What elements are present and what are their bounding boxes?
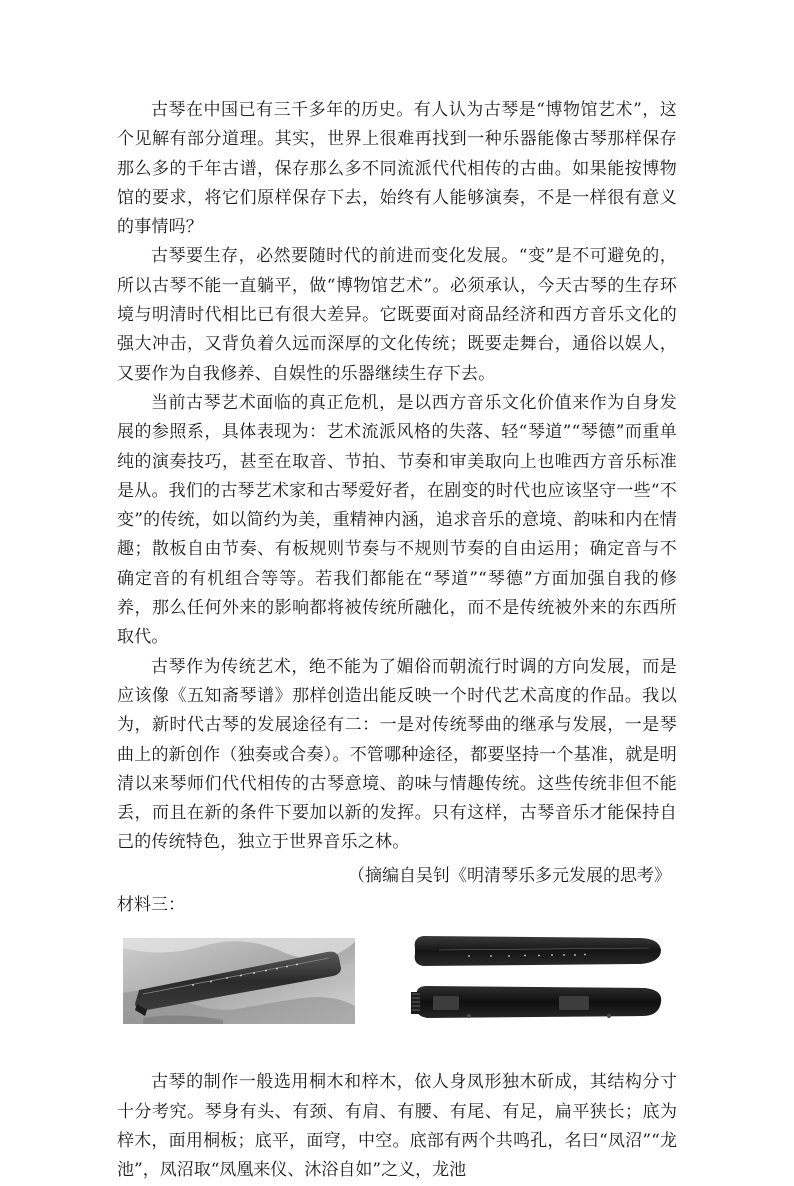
guqin-photo-side (123, 938, 355, 1024)
material-label: 材料三： (117, 895, 185, 916)
article-body (117, 96, 677, 1186)
paragraph-1: 古琴在中国已有三千多年的历史。有人认为古琴是“博物馆艺术”，这个见解有部分道理。其实，世界上很难再找到一种乐器能像古琴那样保存那么多的千年古谱，保存那么多不同流派代代相传的古曲。如果能按博物馆的要求，将它们原样保存下去，始终有人能够演奏，不是一样很有意义的事情吗？ (117, 100, 677, 238)
paragraph-4: 古琴作为传统艺术，绝不能为了媚俗而朝流行时调的方向发展，而是应该像《五知斋琴谱》那样创造出能反映一个时代艺术高度的作品。我以为，新时代古琴的发展途径有二：一是对传统琴曲的继承与发展，一是琴曲上的新创作（独奏或合奏）。不管哪种途径，都要坚持一个基准，就是明清以来琴师们代代相传的古琴意境、韵味与情趣传统。这些传统非但不能丢，而且在新的条件下要加以新的发挥。只有这样，古琴音乐才能保持自己的传统特色，独立于世界音乐之林。 (117, 656, 677, 853)
paragraph-3: 当前古琴艺术面临的真正危机，是以西方音乐文化价值来作为自身发展的参照系，具体表现为：艺术流派风格的失落、轻“琴道”“琴德”而重单纯的演奏技巧，甚至在取音、节拍、节奏和审美取向上也唯西方音乐标准是从。我们的古琴艺术家和古琴爱好者，在剧变的时代也应该坚守一些“不变”的传统，如以简约为美，重精神内涵，追求音乐的意境、韵味和内在情趣；散板自由节奏、有板规则节奏与不规则节奏的自由运用；确定音与不确定音的有机组合等等。若我们都能在“琴道”“琴德”方面加强自我的修养，那么任何外来的影响都将被传统所融化，而不是传统被外来的东西所取代。 (117, 392, 677, 648)
paragraph-material-three: 古琴的制作一般选用桐木和梓木，依人身凤形独木斫成，其结构分寸十分考究。琴身有头、有颈、有肩、有腰、有尾、有足，扁平狭长；底为梓木，面用桐板；底平，面穹，中空。底部有两个共鸣孔，名曰“凤沼”“龙池”，凤沼取“凤凰来仪、沐浴自如”之义，龙池 (117, 1072, 677, 1181)
source-citation: （摘编自吴钊《明清琴乐多元发展的思考》 (348, 865, 671, 886)
guqin-photo-top-bottom (409, 928, 665, 1040)
paragraph-2: 古琴要生存，必然要随时代的前进而变化发展。“变”是不可避免的，所以古琴不能一直躺平，做“博物馆艺术”。必须承认，今天古琴的生存环境与明清时代相比已有很大差异。它既要面对商品经济和西方音乐文化的强大冲击，又背负着久远而深厚的文化传统；既要走舞台，通俗以娱人，又要作为自我修养、自娱性的乐器继续生存下去。 (117, 246, 677, 384)
guqin-photos (117, 934, 677, 1052)
